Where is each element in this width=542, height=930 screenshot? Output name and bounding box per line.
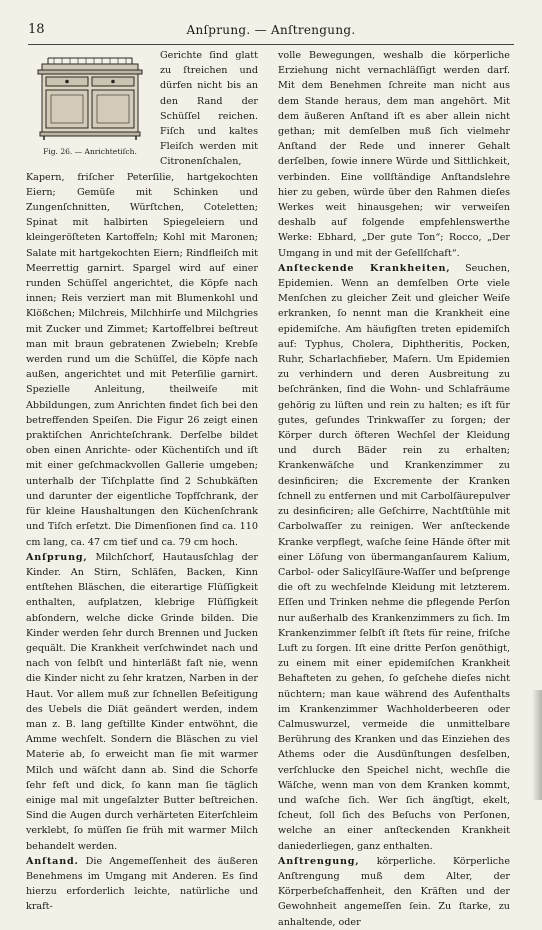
article-anstand bbox=[26, 854, 258, 915]
headword-anstand: Anſtand. bbox=[26, 855, 79, 867]
right-column bbox=[278, 48, 510, 928]
article-anstrengung bbox=[278, 854, 510, 930]
article-anrichten-continued: Gerichte ſind glatt zu ſtreichen und dürfen nicht bis an den Rand der Schüſſel reichen. Fiſch und kaltes Fleiſch werden mit Citronenſchalen, Kapern, friſcher Peterſilie, hartgekochten Eiern; Gemüſe mit Schinken und Zungenſchnitten, Würſtchen, Coteletten; Spinat mit halbirten Spiegeleiern und kleingeröſteten Kartoffeln; Kohl mit Maronen; Salate mit hartgekochten Eiern; Rindfleiſch mit Meerrettig garnirt. Spargel wird auf einer runden Schüſſel angerichtet, die Köpfe nach innen; Reis verziert man mit Blumenkohl und Klößchen; Milchreis, Milchhirſe und Milchgries mit Zucker und Zimmet; Kartoffelbrei beſtreut man mit braun gebratenen Zwiebeln; Krebſe werden rund um die Schüſſel, die Köpfe nach außen, angerichtet und mit Peterſilie garnirt. Spezielle Anleitung, theilweiſe mit Abbildungen, zum Anrichten findet ſich bei den betreffenden Speiſen. Die Figur 26 zeigt einen praktiſchen Anrichteſchrank. Derſelbe bildet oben einen Anrichte- oder Küchentiſch und iſt mit einer geſchmackvollen Gallerie umgeben; unterhalb der Tiſchplatte ſind 2 Schubkäſten und darunter der eigentliche Topfſchrank, der für kleine Haushaltungen den Küchenſchrank und Tiſch erſetzt. Die Dimenſionen ſind ca. 110 cm lang, ca. 47 cm tief und ca. 79 cm hoch. bbox=[26, 50, 258, 548]
page-number: 18 bbox=[28, 22, 45, 37]
headword-anstrengung: Anſtrengung, bbox=[278, 855, 360, 867]
headword-anspruch: Anſprung, bbox=[26, 551, 88, 563]
page-edge-shadow bbox=[532, 690, 542, 800]
article-ansteckende-krankheiten-body: Seuchen, Epidemien. Wenn an demſelben Orte viele Menſchen zu gleicher Zeit und gleicher Weiſe erkranken, ſo nennt man die Krankheit eine epidemiſche. Am häufigſten treten epidemiſch auf: Typhus, Cholera, Diphtheritis, Pocken, Ruhr, Scharlachfieber, Maſern. Um Epidemien zu verhindern und deren Ausbreitung zu beſchränken, ſind die Wohn- und Schlafräume gehörig zu lüften und rein zu halten; es iſt für gutes, geſundes Trinkwaſſer zu ſorgen; der Körper durch öfteren Wechſel der Kleidung und durch Bäder rein zu erhalten; Krankenwäſche und Krankenzimmer zu desinficiren; die Excremente der Kranken ſchnell zu entfernen und mit Carbolſäurepulver zu desinficiren; alle Geſchirre, Nachtſtühle mit Carbolwaſſer zu reinigen. Wer anſteckende Kranke verpflegt, waſche ſeine Hände öfter mit einer Löſung von übermanganſaurem Kalium, Carbol- oder Salicylſäure-Waſſer und beſprenge die oft zu wechſelnde Kleidung mit letzterem. Eſſen und Trinken nehme die pflegende Perſon nur außerhalb des Krankenzimmers zu ſich. Im Krankenzimmer ſelbſt iſt ſtets für reine, friſche Luft zu ſorgen. Iſt eine dritte Perſon genöthigt, zu einem mit einer epidemiſchen Krankheit Behafteten zu gehen, ſo geſchehe dieſes nicht nüchtern; man kaue während des Aufenthalts im Krankenzimmer Wachholderbeeren oder Calmuswurzel, vermeide die unmittelbare Berührung des Kranken und das Einziehen des Athems oder die Ausdünſtungen desſelben, verſchlucke den Speichel nicht, wechſle die Wäſche, wenn man von dem Kranken kommt, und waſche ſich. Wer ſich ängſtigt, ekelt, ſcheut, ſoll ſich des Beſuchs von Perſonen, welche an einer anſteckenden Krankheit daniederliegen, ganz enthalten. bbox=[278, 262, 510, 852]
article-anstrengung-body: körperliche. Körperliche Anſtrengung muß dem Alter, der Körperbeſchaffenheit, den Kräften und der Gewohnheit angemeſſen ſein. Zu ſtarke, zu anhaltende, oder bbox=[278, 855, 510, 928]
article-anspruch bbox=[26, 550, 258, 854]
article-anspruch-body: Milchſchorf, Hautausſchlag der Kinder. An Stirn, Schläfen, Backen, Kinn entſtehen Bläschen, die eiterartige Flüſſigkeit enthalten, aufplatzen, klebrige Flüſſigkeit abſondern, welche dicke Grinde bilden. Die Kinder werden ſehr durch Brennen und Jucken gequält. Die Krankheit verſchwindet nach und nach von ſelbſt und hinterläßt faſt nie, wenn die Kinder nicht zu ſehr kratzen, Narben in der Haut. Vor allem muß zur ſchnellen Beſeitigung des Uebels die Diät geändert werden, indem man z. B. lang geſtillte Kinder entwöhnt, die Amme wechſelt. Sondern die Bläschen zu viel Materie ab, ſo erweicht man ſie mit warmer Milch und wäſcht dann ab. Sind die Schorfe ſehr feſt und dick, ſo kann man ſie täglich einige mal mit ungeſalzter Butter beſtreichen. Sind die Augen durch verhärteten Eiterſchleim verklebt, ſo müſſen ſie früh mit warmer Milch behandelt werden. bbox=[26, 551, 258, 852]
figure-caption: Fig. 26. — Anrichtetiſch. bbox=[43, 147, 137, 156]
headword-ansteckende-krankheiten: Anſteckende Krankheiten, bbox=[278, 262, 451, 274]
left-column bbox=[26, 48, 258, 913]
header-rule bbox=[28, 44, 514, 45]
sideboard-illustration bbox=[26, 50, 154, 142]
figure-26 bbox=[26, 50, 154, 157]
running-head: Anſprung. — Anſtrengung. bbox=[186, 23, 356, 37]
article-anstand-continued: volle Bewegungen, weshalb die körperliche Erziehung nicht vernachläſſigt werden darf. Mit dem Benehmen ſchreite man nicht aus dem Stande heraus, dem man angehört. Mit dem äußeren Anſtand iſt es aber allein nicht gethan; mit demſelben muß ſich vielmehr Anſtand der Rede und innerer Gehalt derſelben, ſowie innere Würde und Sittlichkeit, verbinden. Eine vollſtändige Anſtandslehre hier zu geben, würde über den Rahmen dieſes Werkes weit hinausgehen; wir verweiſen deshalb auf folgende empfehlenswerthe Werke: Ebhard, „Der gute Ton“; Rocco, „Der Umgang in und mit der Geſellſchaft“. bbox=[278, 50, 510, 259]
article-anstand-body: Die Angemeſſenheit des äußeren Benehmens im Umgang mit Anderen. Es ſind hierzu erforderlich leichte, natürliche und kraft- bbox=[26, 855, 258, 913]
page-header bbox=[28, 22, 514, 42]
article-ansteckende-krankheiten bbox=[278, 261, 510, 854]
